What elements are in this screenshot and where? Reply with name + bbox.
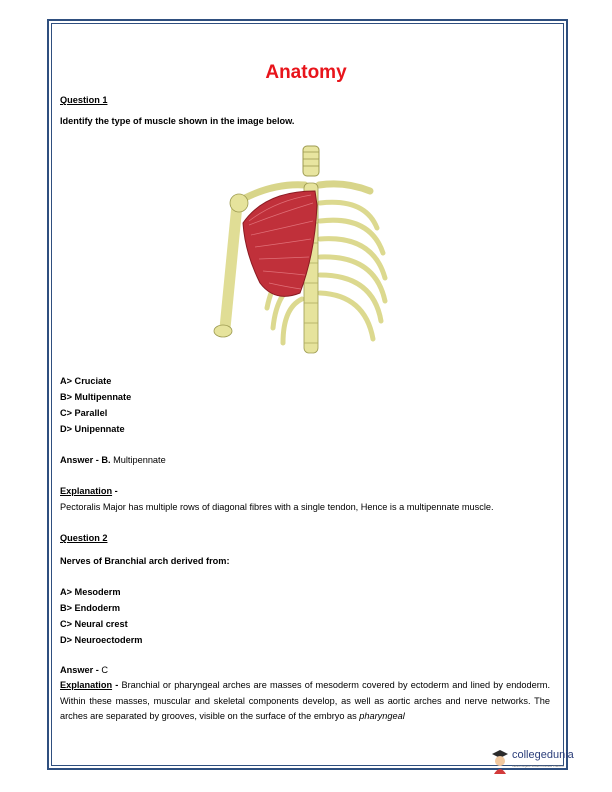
q2-option-c: C> Neural crest — [60, 619, 128, 629]
question-2-heading: Question 2 — [60, 533, 108, 543]
q2-explanation-heading: Explanation — [60, 680, 113, 690]
q2-explanation-tail: pharyngeal — [359, 711, 405, 721]
q1-option-a: A> Cruciate — [60, 376, 112, 386]
q1-option-b: B> Multipennate — [60, 392, 132, 402]
q1-option-c: C> Parallel — [60, 408, 108, 418]
q2-explanation — [60, 678, 550, 725]
logo-tagline: India's largest Student Review Platform — [512, 764, 565, 768]
question-1-heading: Question 1 — [60, 95, 108, 105]
q2-explanation-text: Branchial or pharyngeal arches are masses of mesoderm covered by ectoderm and lined by endoderm. Within these masses, muscular and skeletal components develop, as well as aortic arches and nerve networks. The arches are separated by grooves, visible on the surface of the embryo as — [60, 680, 551, 721]
collegedunia-logo — [490, 748, 608, 778]
q2-answer-value: C — [98, 665, 108, 675]
q1-explanation-dash: - — [112, 486, 118, 496]
q2-explanation-dash: - — [112, 680, 122, 690]
q1-answer-label: Answer - B. — [60, 455, 111, 465]
q2-option-d: D> Neuroectoderm — [60, 635, 143, 645]
q2-option-a: A> Mesoderm — [60, 587, 121, 597]
question-2-prompt: Nerves of Branchial arch derived from: — [60, 556, 230, 566]
logo-name: collegedunia — [512, 749, 574, 761]
q1-explanation-heading: Explanation — [60, 486, 113, 496]
page-title: Anatomy — [265, 62, 347, 83]
q2-option-b: B> Endoderm — [60, 603, 120, 613]
pectoralis-major-illustration — [205, 143, 395, 358]
q1-option-d: D> Unipennate — [60, 424, 125, 434]
q1-answer-value: Multipennate — [110, 455, 166, 465]
q1-explanation-text: Pectoralis Major has multiple rows of diagonal fibres with a single tendon, Hence is a multipennate muscle. — [60, 502, 494, 512]
q1-explanation-heading-line — [60, 485, 118, 497]
question-1-prompt: Identify the type of muscle shown in the image below. — [60, 116, 295, 126]
q1-answer — [60, 454, 166, 466]
q2-answer — [60, 664, 108, 676]
q2-answer-label: Answer - — [60, 665, 99, 675]
graduate-mascot-icon — [490, 748, 510, 774]
